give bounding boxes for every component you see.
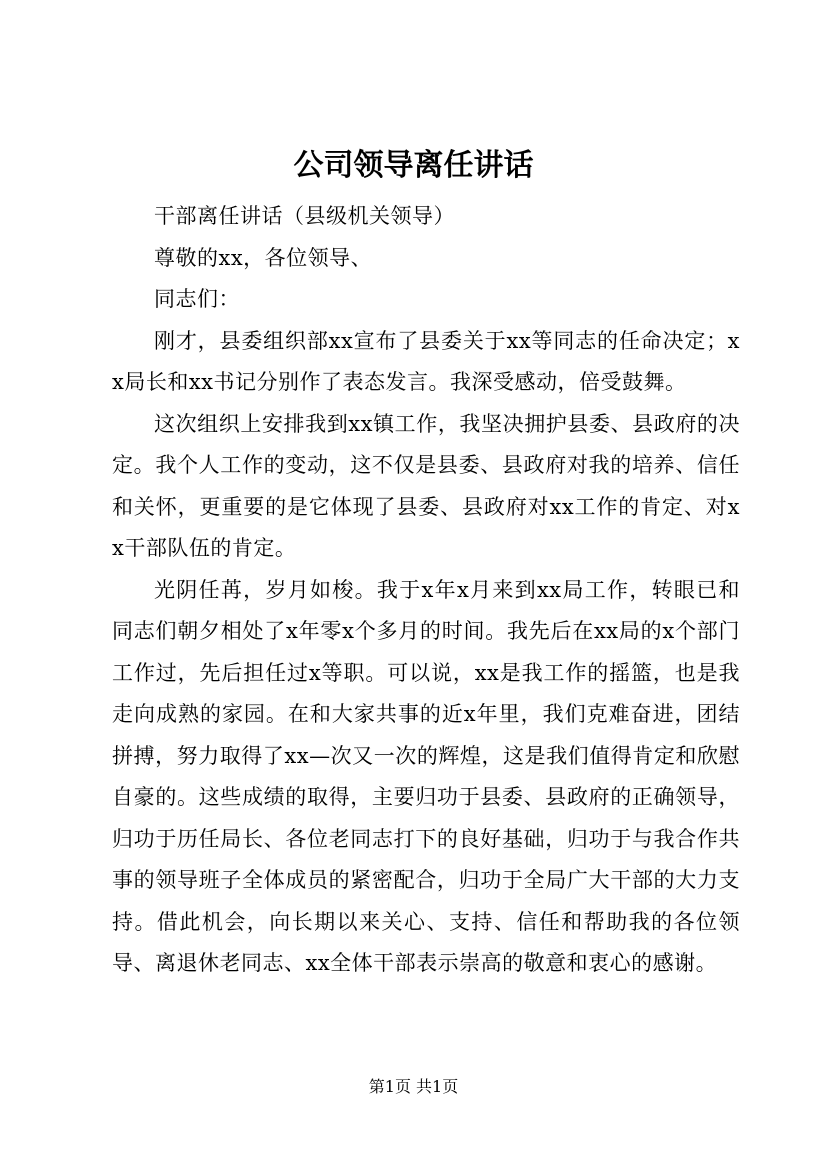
paragraph-salutation: 尊敬的xx，各位领导、 bbox=[154, 245, 373, 270]
paragraph-3: 光阴任苒，岁月如梭。我于x年x月来到xx局工作，转眼已和同志们朝夕相处了x年零x个多月的时间。我先后在xx局的x个部门工作过，先后担任过x等职。可以说，xx是我工作的摇篮，也是我走向成熟的家园。在和大家共事的近x年里，我们克难奋进，团结拼搏，努力取得了xx—次又一次的辉煌，这是我们值得肯定和欣慰自豪的。这些成绩的取得，主要归功于县委、县政府的正确领导，归功于历任局长、各位老同志打下的良好基础，归功于与我合作共事的领导班子全体成员的紧密配合，归功于全局广大干部的大力支持。借此机会，向长期以来关心、支持、信任和帮助我的各位领导、离退休老同志、xx全体干部表示崇高的敬意和衷心的感谢。 bbox=[112, 577, 740, 975]
page-footer: 第1页 共1页 bbox=[368, 1077, 459, 1096]
paragraph-heading: 干部离任讲话（县级机关领导） bbox=[154, 204, 455, 228]
paragraph-salutation-continued: 同志们： bbox=[154, 287, 240, 311]
document-title: 公司领导离任讲话 bbox=[293, 148, 534, 183]
document-body bbox=[112, 196, 740, 985]
paragraph-2: 这次组织上安排我到xx镇工作，我坚决拥护县委、县政府的决定。我个人工作的变动，这不仅是县委、县政府对我的培养、信任和关怀，更重要的是它体现了县委、县政府对xx工作的肯定、对xx干部队伍的肯定。 bbox=[112, 411, 740, 560]
paragraph-1: 刚才，县委组织部xx宣布了县委关于xx等同志的任命决定；xx局长和xx书记分别作了表态发言。我深受感动，倍受鼓舞。 bbox=[112, 328, 740, 394]
